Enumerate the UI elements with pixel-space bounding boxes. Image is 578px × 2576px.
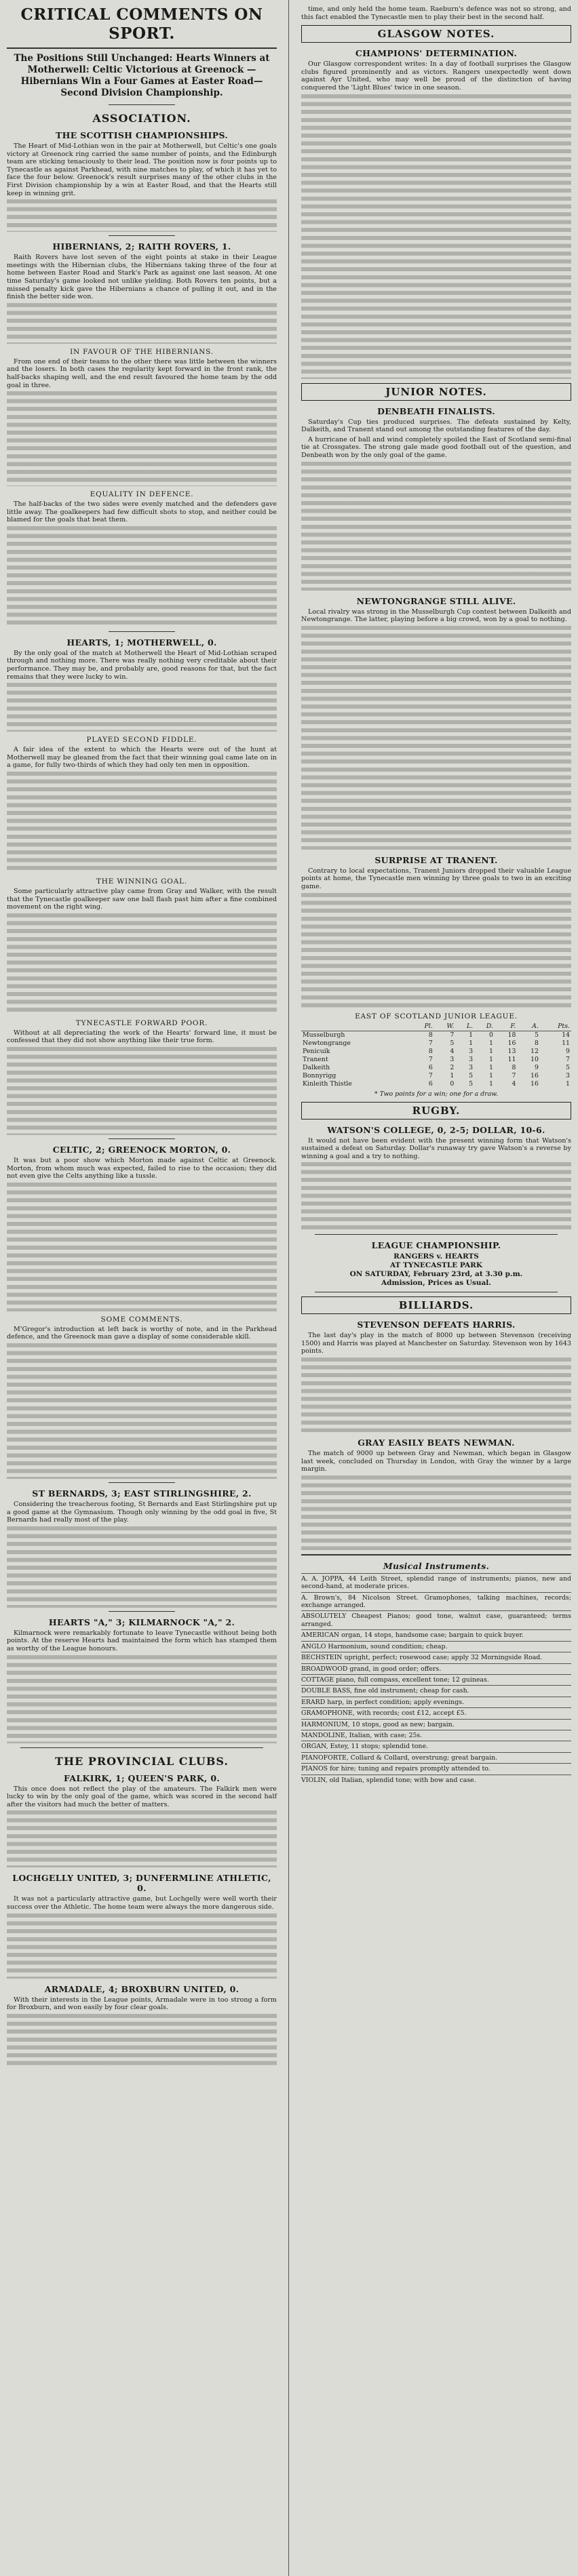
classified-ad: BECHSTEIN upright, perfect; rosewood case; apply 32 Morningside Road. bbox=[301, 1652, 571, 1663]
classified-ad: COTTAGE piano, full compass, excellent tone; 12 guineas. bbox=[301, 1674, 571, 1685]
newtongrange-heading: NEWTONGRANGE STILL ALIVE. bbox=[356, 595, 516, 606]
played-subheading: PLAYED SECOND FIDDLE. bbox=[86, 736, 197, 745]
stevenson-heading: STEVENSON DEFEATS HARRIS. bbox=[357, 1320, 516, 1330]
left-column bbox=[0, 0, 284, 2576]
watsons-heading: WATSON'S COLLEGE, 0, 2-5; DOLLAR, 10-6. bbox=[327, 1124, 545, 1135]
table-cell: 16 bbox=[531, 1071, 539, 1079]
classified-ad: GRAMOPHONE, with records; cost £12, accept £5. bbox=[301, 1707, 571, 1718]
section-rule bbox=[315, 1234, 558, 1235]
armadale-heading: ARMADALE, 4; BROXBURN UNITED, 0. bbox=[44, 1983, 239, 1994]
body-text-block bbox=[7, 1655, 277, 1743]
table-cell: 8 bbox=[534, 1039, 539, 1047]
deck-rule bbox=[109, 104, 175, 105]
comments-subheading: SOME COMMENTS. bbox=[100, 1315, 183, 1324]
league-table-note: * Two points for a win; one for a draw. bbox=[374, 1090, 499, 1098]
lochgelly-body: It was not a particularly attractive game, but Lochgelly were well worth their success over the Athletic. The home team were always the more dangerous side. bbox=[7, 1895, 277, 1911]
table-cell: 14 bbox=[562, 1031, 570, 1039]
classified-ad: PIANOFORTE, Collard & Collard, overstrung; great bargain. bbox=[301, 1752, 571, 1763]
body-text-block bbox=[301, 1162, 571, 1230]
stevenson-body: The last day's play in the match of 8000 up between Stevenson (receiving 1500) and Harris was played at Manchester on Saturday. Stevenson won by 1643 points. bbox=[301, 1332, 571, 1355]
gray-body: The match of 9000 up between Gray and Newman, which began in Glasgow last week, concluded on Thursday in London, with Gray the winner by a large margin. bbox=[301, 1450, 571, 1473]
junior-notes-heading: JUNIOR NOTES. bbox=[301, 383, 571, 401]
body-text-block bbox=[7, 1047, 277, 1135]
table-cell: 7 bbox=[428, 1039, 433, 1047]
watsons-body: It would not have been evident with the present winning form that Watson's sustained a defeat on Saturday. Dollar's runaway try gave Watson's a reverse by winning a goal and a try to nothing. bbox=[301, 1136, 571, 1160]
classified-ad: ERARD harp, in perfect condition; apply evenings. bbox=[301, 1697, 571, 1707]
table-cell: Musselburgh bbox=[303, 1031, 345, 1039]
table-cell: 13 bbox=[507, 1047, 516, 1055]
table-cell: 5 bbox=[534, 1031, 539, 1039]
table-cell: 4 bbox=[450, 1047, 455, 1055]
denbeath-heading: DENBEATH FINALISTS. bbox=[377, 405, 495, 416]
admission-line: Admission, Prices as Usual. bbox=[381, 1279, 491, 1288]
table-cell: 9 bbox=[534, 1063, 539, 1071]
favour-body: From one end of their teams to the other there was little between the winners and the losers. In both cases the regularity kept forward in the front rank, the half-backs shaping well, and the end result favoured the home team by the odd goal in three. bbox=[7, 357, 277, 389]
column-header: A. bbox=[517, 1023, 540, 1031]
table-row bbox=[301, 1056, 571, 1064]
table-cell: 10 bbox=[531, 1055, 539, 1063]
table-cell: 0 bbox=[450, 1079, 455, 1088]
body-text-block bbox=[7, 199, 277, 232]
table-cell: 7 bbox=[566, 1055, 570, 1063]
favour-subheading: IN FAVOUR OF THE HIBERNIANS. bbox=[70, 347, 214, 356]
classified-ad: HARMONIUM, 10 stops, good as new; bargain. bbox=[301, 1719, 571, 1730]
table-cell: 12 bbox=[531, 1047, 539, 1055]
table-cell: 1 bbox=[488, 1039, 493, 1047]
table-cell: 2 bbox=[450, 1063, 455, 1071]
table-cell: 1 bbox=[488, 1079, 493, 1088]
table-cell: Kinleith Thistle bbox=[303, 1079, 352, 1088]
table-cell: 8 bbox=[512, 1063, 516, 1071]
classified-ads bbox=[301, 1573, 571, 1785]
body-text-block bbox=[7, 1914, 277, 1979]
comments-body: M'Gregor's introduction at left back is worthy of note, and in the Parkhead defence, and the Greenock man gave a display of some considerable skill. bbox=[7, 1325, 277, 1341]
table-cell: 11 bbox=[562, 1039, 570, 1047]
classified-ad: A. Brown's, 84 Nicolson Street. Gramophones, talking machines, records; exchange arranged. bbox=[301, 1592, 571, 1611]
table-cell: 5 bbox=[566, 1063, 570, 1071]
body-text-block bbox=[7, 1526, 277, 1608]
table-cell: 11 bbox=[507, 1055, 516, 1063]
table-cell: 3 bbox=[469, 1063, 474, 1071]
celtic-morton-heading: CELTIC, 2; GREENOCK MORTON, 0. bbox=[52, 1145, 231, 1155]
scottish-championships-heading: THE SCOTTISH CHAMPIONSHIPS. bbox=[55, 130, 229, 140]
table-cell: Tranent bbox=[303, 1055, 328, 1063]
venue-line: AT TYNECASTLE PARK bbox=[389, 1261, 483, 1270]
body-text-block bbox=[301, 1358, 571, 1432]
table-cell: 7 bbox=[428, 1055, 433, 1063]
table-row bbox=[301, 1064, 571, 1072]
headline-rule bbox=[7, 47, 277, 49]
tranent-body: Contrary to local expectations, Tranent Juniors dropped their valuable League points at home, the Tynecastle men winning by three goals to two in an exciting game. bbox=[301, 867, 571, 890]
table-cell: Newtongrange bbox=[303, 1039, 351, 1047]
column-header: Pts. bbox=[540, 1023, 571, 1031]
classified-ad: BROADWOOD grand, in good order; offers. bbox=[301, 1663, 571, 1674]
table-cell: 7 bbox=[450, 1031, 455, 1039]
hearts-a-body: Kilmarnock were remarkably fortunate to leave Tynecastle without being both points. At the reserve Hearts had maintained the form which has stamped them as worthy of the League honours. bbox=[7, 1629, 277, 1652]
tranent-heading: SURPRISE AT TRANENT. bbox=[374, 854, 498, 865]
falkirk-heading: FALKIRK, 1; QUEEN'S PARK, 0. bbox=[63, 1772, 220, 1783]
column-header: D. bbox=[474, 1023, 495, 1031]
hibernians-body: Raith Rovers have lost seven of the eight points at stake in their League meetings with the Hibernian clubs, the Hibernians taking three of the four at home between Easter Road and Stark's Park as against one last season. At one time Saturday's game looked not unlike yielding. Both Rovers ten points, but a missed penalty kick gave the Hibernians a chance of pulling it out, and in the finish the better side won. bbox=[7, 254, 277, 301]
classified-ad: AMERICAN organ, 14 stops, handsome case; bargain to quick buyer. bbox=[301, 1629, 571, 1640]
ads-rule bbox=[301, 1554, 571, 1555]
association-heading: ASSOCIATION. bbox=[92, 112, 191, 125]
table-cell: 8 bbox=[428, 1047, 433, 1055]
section-rule bbox=[20, 1747, 263, 1748]
hearts-motherwell-body: By the only goal of the match at Motherwell the Heart of Mid-Lothian scraped through and nothing more. There was really nothing very creditable about their performance. They may be, and probably are, good reasons for that, but the fact remains that they were lucky to win. bbox=[7, 649, 277, 681]
table-cell: 16 bbox=[531, 1079, 539, 1088]
table-cell: 5 bbox=[469, 1079, 474, 1088]
winning-goal-subheading: THE WINNING GOAL. bbox=[96, 877, 188, 886]
table-cell: Penicuik bbox=[303, 1047, 330, 1055]
table-cell: Dalkeith bbox=[303, 1063, 330, 1071]
body-text-block bbox=[7, 1343, 277, 1479]
section-rule bbox=[109, 631, 175, 632]
classified-ad: PIANOS for hire; tuning and repairs promptly attended to. bbox=[301, 1763, 571, 1774]
league-table-title: EAST OF SCOTLAND JUNIOR LEAGUE. bbox=[355, 1012, 518, 1021]
body-text-block bbox=[7, 391, 277, 486]
column-header: Pl. bbox=[411, 1023, 434, 1031]
table-cell: 1 bbox=[469, 1039, 474, 1047]
table-cell: 1 bbox=[450, 1071, 455, 1079]
body-text-block bbox=[301, 1475, 571, 1550]
table-row bbox=[301, 1039, 571, 1048]
headline-deck: The Positions Still Unchanged: Hearts Winners at Motherwell: Celtic Victorious at Greenock — Hibernians Win a Four Games at Easter Road—Second Division Championship. bbox=[14, 53, 270, 98]
table-row bbox=[301, 1031, 571, 1039]
defence-body: The half-backs of the two sides were evenly matched and the defenders gave little away. The goalkeepers had few difficult shots to stop, and neither could be blamed for the goals that beat them. bbox=[7, 500, 277, 524]
table-cell: 3 bbox=[566, 1071, 570, 1079]
winning-goal-body: Some particularly attractive play came from Gray and Walker, with the result that the Tynecastle goalkeeper saw one ball flash past him after a fine combined movement on the right wing. bbox=[7, 888, 277, 911]
classified-ad: MANDOLINE, Italian, with case; 25s. bbox=[301, 1730, 571, 1741]
body-text-block bbox=[301, 462, 571, 591]
body-text-block bbox=[7, 526, 277, 628]
scottish-championships-body: The Heart of Mid-Lothian won in the pair at Motherwell, but Celtic's one goals victory at Greenock ring carried the same number of points, and the Edinburgh team are sticking tenaciously to their lead. The position now is four points up to Tynecastle as against Parkhead, with nine matches to play, of which it has yet to face the four below. Greenock's result surprises many of the other clubs in the First Division championship by a win at Easter Road, and that the Hearts still keep in winning grit. bbox=[7, 142, 277, 197]
table-cell: 3 bbox=[469, 1055, 474, 1063]
body-text-block bbox=[301, 626, 571, 850]
section-rule bbox=[109, 235, 175, 236]
section-rule bbox=[109, 1482, 175, 1483]
table-row bbox=[301, 1080, 571, 1088]
body-text-block bbox=[7, 1183, 277, 1311]
body-text-block bbox=[7, 2014, 277, 2068]
column-rule bbox=[288, 0, 289, 2576]
table-cell: 6 bbox=[428, 1079, 433, 1088]
table-cell: 9 bbox=[566, 1047, 570, 1055]
right-column bbox=[294, 0, 578, 2576]
table-cell: 8 bbox=[428, 1031, 433, 1039]
main-headline: CRITICAL COMMENTS ON SPORT. bbox=[20, 5, 263, 43]
body-text-block bbox=[7, 683, 277, 732]
table-cell: 1 bbox=[488, 1071, 493, 1079]
table-cell: Bonnyrigg bbox=[303, 1071, 336, 1079]
table-cell: 4 bbox=[512, 1079, 516, 1088]
falkirk-body: This once does not reflect the play of the amateurs. The Falkirk men were lucky to win by the only goal of the game, which was scored in the second half after the visitors had much the better of matters. bbox=[7, 1785, 277, 1808]
table-cell: 1 bbox=[488, 1047, 493, 1055]
champions-heading: CHAMPIONS' DETERMINATION. bbox=[355, 48, 518, 59]
forward-subheading: TYNECASTLE FORWARD POOR. bbox=[75, 1018, 208, 1027]
classified-ad: ORGAN, Estey, 11 stops; splendid tone. bbox=[301, 1741, 571, 1751]
league-table-header-row bbox=[301, 1023, 571, 1031]
hibernians-heading: HIBERNIANS, 2; RAITH ROVERS, 1. bbox=[52, 241, 231, 252]
body-text-block bbox=[7, 772, 277, 873]
classified-ad: A. A. JOPPA, 44 Leith Street, splendid range of instruments; pianos, new and second-hand, at moderate prices. bbox=[301, 1573, 571, 1592]
body-text-block bbox=[7, 913, 277, 1015]
column-header: F. bbox=[495, 1023, 518, 1031]
table-cell: 18 bbox=[507, 1031, 516, 1039]
body-text-block bbox=[7, 1810, 277, 1867]
body-text-block bbox=[301, 893, 571, 1008]
column-header: L. bbox=[455, 1023, 474, 1031]
denbeath-body: Saturday's Cup ties produced surprises. The defeats sustained by Kelty, Dalkeith, and Tranent stand out among the outstanding features of the day. bbox=[301, 418, 571, 434]
table-cell: 5 bbox=[450, 1039, 455, 1047]
table-cell: 5 bbox=[469, 1071, 474, 1079]
section-rule bbox=[109, 1138, 175, 1139]
newtongrange-body: Local rivalry was strong in the Musselburgh Cup contest between Dalkeith and Newtongrange. The latter, playing before a big crowd, won by a goal to nothing. bbox=[301, 608, 571, 624]
continued-body: time, and only held the home team. Raeburn's defence was not so strong, and this fact enabled the Tynecastle men to play their best in the second half. bbox=[301, 5, 571, 21]
classified-ad: VIOLIN, old Italian, splendid tone; with bow and case. bbox=[301, 1775, 571, 1785]
hearts-a-heading: HEARTS "A," 3; KILMARNOCK "A," 2. bbox=[48, 1617, 235, 1627]
table-cell: 3 bbox=[450, 1055, 455, 1063]
table-row bbox=[301, 1072, 571, 1080]
table-cell: 1 bbox=[469, 1031, 474, 1039]
champions-body: Our Glasgow correspondent writes: In a day of football surprises the Glasgow clubs figured prominently and as victors. Rangers unexpectedly went down against Ayr United, who may well be proud of the distinction of having conquered the 'Light Blues' twice in one season. bbox=[301, 60, 571, 92]
section-rule bbox=[109, 1611, 175, 1612]
league-table bbox=[301, 1023, 571, 1088]
fixture-line: RANGERS v. HEARTS bbox=[393, 1252, 479, 1261]
st-bernards-heading: ST BERNARDS, 3; EAST STIRLINGSHIRE, 2. bbox=[32, 1488, 252, 1499]
date-line: ON SATURDAY, February 23rd, at 3.30 p.m. bbox=[349, 1270, 523, 1279]
table-cell: 1 bbox=[566, 1079, 570, 1088]
column-header: W. bbox=[434, 1023, 456, 1031]
table-cell: 3 bbox=[469, 1047, 474, 1055]
league-championship-heading: LEAGUE CHAMPIONSHIP. bbox=[371, 1240, 501, 1251]
table-cell: 6 bbox=[428, 1063, 433, 1071]
table-cell: 16 bbox=[507, 1039, 516, 1047]
denbeath-body-2: A hurricane of ball and wind completely spoiled the East of Scotland semi-final tie at Crossgates. The strong gale made good football out of the question, and Denbeath won by the only goal of the game. bbox=[301, 435, 571, 459]
table-cell: 7 bbox=[512, 1071, 516, 1079]
body-text-block bbox=[7, 303, 277, 344]
provincial-heading: THE PROVINCIAL CLUBS. bbox=[55, 1754, 229, 1768]
table-cell: 7 bbox=[428, 1071, 433, 1079]
played-body: A fair idea of the extent to which the Hearts were out of the hunt at Motherwell may be gleaned from the fact that their winning goal came late on in a game, for fully two-thirds of which they had only ten men in opposition. bbox=[7, 746, 277, 770]
forward-body: Without at all depreciating the work of the Hearts' forward line, it must be confessed that they did not show anything like their true form. bbox=[7, 1029, 277, 1045]
defence-subheading: EQUALITY IN DEFENCE. bbox=[90, 490, 194, 499]
table-cell: 0 bbox=[488, 1031, 493, 1039]
lochgelly-heading: LOCHGELLY UNITED, 3; DUNFERMLINE ATHLETIC, 0. bbox=[12, 1873, 271, 1894]
musical-instruments-heading: Musical Instruments. bbox=[383, 1560, 490, 1571]
table-cell: 1 bbox=[488, 1055, 493, 1063]
body-text-block bbox=[301, 94, 571, 379]
gray-heading: GRAY EASILY BEATS NEWMAN. bbox=[358, 1438, 515, 1448]
classified-ad: ANGLO Harmonium, sound condition; cheap. bbox=[301, 1641, 571, 1652]
armadale-body: With their interests in the League points, Armadale were in too strong a form for Broxburn, and won easily by four clear goals. bbox=[7, 1996, 277, 2012]
table-row bbox=[301, 1048, 571, 1056]
st-bernards-body: Considering the treacherous footing, St Bernards and East Stirlingshire put up a good game at the Gymnasium. Though only winning by the odd goal in five, St Bernards had really most of the play. bbox=[7, 1500, 277, 1524]
billiards-heading: BILLIARDS. bbox=[301, 1296, 571, 1314]
classified-ad: ABSOLUTELY Cheapest Pianos; good tone, walnut case, guaranteed; terms arranged. bbox=[301, 1610, 571, 1629]
rugby-heading: RUGBY. bbox=[301, 1102, 571, 1119]
hearts-motherwell-heading: HEARTS, 1; MOTHERWELL, 0. bbox=[66, 637, 217, 648]
celtic-morton-body: It was but a poor show which Morton made against Celtic at Greenock. Morton, from whom much was expected, failed to rise to the occasion; they did not even give the Celts anything like a tussle. bbox=[7, 1157, 277, 1181]
column-header bbox=[301, 1023, 411, 1031]
glasgow-notes-heading: GLASGOW NOTES. bbox=[301, 25, 571, 43]
table-cell: 1 bbox=[488, 1063, 493, 1071]
classified-ad: DOUBLE BASS, fine old instrument; cheap for cash. bbox=[301, 1685, 571, 1696]
